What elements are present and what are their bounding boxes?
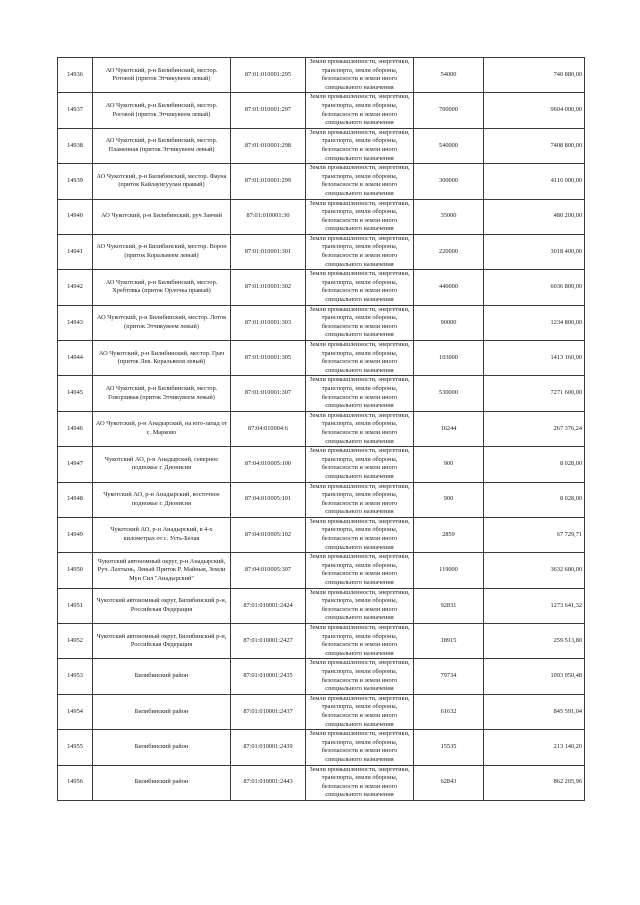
land-category: Земли промышленности, энергетики, транспорта, земли обороны, безопасности и земли иного специального назначения xyxy=(306,517,414,552)
location-address: АО Чукотский, р-н Билибинский, местор. Пламенная (приток Этчикувеем левый) xyxy=(93,128,231,163)
table-row xyxy=(58,376,585,411)
table-row xyxy=(58,694,585,729)
location-address: АО Чукотский, р-н Билибинский, местор. Ротовой (приток Этчикувеем левый) xyxy=(93,58,231,93)
location-address: АО Чукотский, р-н Билибинский, местор. Фауна (приток Кайлаунгуулан правый) xyxy=(93,164,231,199)
row-number: 14947 xyxy=(58,447,93,482)
cadastral-value: 3632 680,00 xyxy=(484,553,585,588)
cadastral-value: 9604 000,00 xyxy=(484,93,585,128)
location-address: Чукотский автономный округ, Билибинский р-н, Российская Федерация xyxy=(93,588,231,623)
table-row xyxy=(58,234,585,269)
location-address: АО Чукотский, р-н Билибинский, местор. Ворон (приток Коральвеем левый) xyxy=(93,234,231,269)
row-number: 14936 xyxy=(58,58,93,93)
location-address: АО Чукотский, р-н Билибинский, местор. Хребтовка (приток Орлочка правый) xyxy=(93,270,231,305)
table-row xyxy=(58,730,585,765)
cadastral-number: 87:01:010001:2443 xyxy=(231,765,306,800)
cadastral-value: 862 205,96 xyxy=(484,765,585,800)
table-row xyxy=(58,305,585,340)
row-number: 14951 xyxy=(58,588,93,623)
land-category: Земли промышленности, энергетики, транспорта, земли обороны, безопасности и земли иного специального назначения xyxy=(306,234,414,269)
area-value: 900 xyxy=(414,447,484,482)
cadastral-number: 87:04:010005:101 xyxy=(231,482,306,517)
row-number: 14954 xyxy=(58,694,93,729)
cadastral-number: 87:01:010001:2427 xyxy=(231,624,306,659)
land-category: Земли промышленности, энергетики, транспорта, земли обороны, безопасности и земли иного специального назначения xyxy=(306,164,414,199)
table-row xyxy=(58,128,585,163)
row-number: 14950 xyxy=(58,553,93,588)
location-address: АО Чукотский, р-н Билибинский, местор. Грач (приток Лев. Коральвеем левый) xyxy=(93,341,231,376)
land-category: Земли промышленности, энергетики, транспорта, земли обороны, безопасности и земли иного специального назначения xyxy=(306,199,414,234)
cadastral-number: 87:01:010001:2424 xyxy=(231,588,306,623)
cadastral-value: 7408 800,00 xyxy=(484,128,585,163)
cadastral-number: 87:01:010001:2437 xyxy=(231,694,306,729)
location-address: Чукотский автономный округ, Билибинский р-н, Российская Федерация xyxy=(93,624,231,659)
land-category: Земли промышленности, энергетики, транспорта, земли обороны, безопасности и земли иного специального назначения xyxy=(306,447,414,482)
cadastral-number: 87:01:010001:299 xyxy=(231,164,306,199)
row-number: 14948 xyxy=(58,482,93,517)
table-body xyxy=(58,58,585,801)
location-address: Билибинский район xyxy=(93,694,231,729)
land-category: Земли промышленности, энергетики, транспорта, земли обороны, безопасности и земли иного специального назначения xyxy=(306,624,414,659)
land-category: Земли промышленности, энергетики, транспорта, земли обороны, безопасности и земли иного специального назначения xyxy=(306,730,414,765)
cadastral-number: 87:01:010001:301 xyxy=(231,234,306,269)
area-value: 540000 xyxy=(414,128,484,163)
cadastral-value: 67 729,71 xyxy=(484,517,585,552)
table-row xyxy=(58,482,585,517)
table-row xyxy=(58,164,585,199)
cadastral-value: 6036 800,00 xyxy=(484,270,585,305)
location-address: Билибинский район xyxy=(93,730,231,765)
area-value: 35000 xyxy=(414,199,484,234)
land-category: Земли промышленности, энергетики, транспорта, земли обороны, безопасности и земли иного специального назначения xyxy=(306,482,414,517)
row-number: 14938 xyxy=(58,128,93,163)
land-category: Земли промышленности, энергетики, транспорта, земли обороны, безопасности и земли иного специального назначения xyxy=(306,588,414,623)
cadastral-value: 480 200,00 xyxy=(484,199,585,234)
area-value: 2859 xyxy=(414,517,484,552)
location-address: Чукотский автономный округ, р-н Анадырский, Руч. Лахтынь, Левый Приток Р. Майныя, Земли Мун Сил "Анадырский" xyxy=(93,553,231,588)
area-value: 62843 xyxy=(414,765,484,800)
cadastral-number: 87:01:010001:298 xyxy=(231,128,306,163)
area-value: 90000 xyxy=(414,305,484,340)
area-value: 220000 xyxy=(414,234,484,269)
area-value: 79734 xyxy=(414,659,484,694)
row-number: 14937 xyxy=(58,93,93,128)
cadastral-value: 267 376,24 xyxy=(484,411,585,446)
land-register-table xyxy=(57,57,585,801)
cadastral-number: 87:04:010005:307 xyxy=(231,553,306,588)
table-row xyxy=(58,624,585,659)
table-row xyxy=(58,553,585,588)
cadastral-number: 87:04:010005:102 xyxy=(231,517,306,552)
land-category: Земли промышленности, энергетики, транспорта, земли обороны, безопасности и земли иного специального назначения xyxy=(306,93,414,128)
cadastral-number: 87:01:010001:305 xyxy=(231,341,306,376)
area-value: 18915 xyxy=(414,624,484,659)
land-category: Земли промышленности, энергетики, транспорта, земли обороны, безопасности и земли иного специального назначения xyxy=(306,411,414,446)
table-row xyxy=(58,411,585,446)
cadastral-number: 87:01:010001:2435 xyxy=(231,659,306,694)
land-category: Земли промышленности, энергетики, транспорта, земли обороны, безопасности и земли иного специального назначения xyxy=(306,341,414,376)
cadastral-number: 87:01:010001:297 xyxy=(231,93,306,128)
area-value: 15535 xyxy=(414,730,484,765)
row-number: 14955 xyxy=(58,730,93,765)
table-row xyxy=(58,447,585,482)
land-category: Земли промышленности, энергетики, транспорта, земли обороны, безопасности и земли иного специального назначения xyxy=(306,694,414,729)
area-value: 54000 xyxy=(414,58,484,93)
land-category: Земли промышленности, энергетики, транспорта, земли обороны, безопасности и земли иного специального назначения xyxy=(306,58,414,93)
cadastral-value: 8 028,00 xyxy=(484,447,585,482)
cadastral-number: 87:01:010001:303 xyxy=(231,305,306,340)
cadastral-value: 1093 950,48 xyxy=(484,659,585,694)
land-category: Земли промышленности, энергетики, транспорта, земли обороны, безопасности и земли иного специального назначения xyxy=(306,305,414,340)
area-value: 700000 xyxy=(414,93,484,128)
cadastral-value: 3018 400,00 xyxy=(484,234,585,269)
location-address: АО Чукотский, р-н Билибинский, местор. Роговой (приток Этчикувеем левый) xyxy=(93,93,231,128)
cadastral-value: 1413 160,00 xyxy=(484,341,585,376)
row-number: 14943 xyxy=(58,305,93,340)
row-number: 14949 xyxy=(58,517,93,552)
table-row xyxy=(58,341,585,376)
cadastral-value: 1273 641,32 xyxy=(484,588,585,623)
table-row xyxy=(58,270,585,305)
location-address: Чукотский АО, р-н Анадырский, в 4-х километрах от с. Усть-Белая xyxy=(93,517,231,552)
area-value: 119000 xyxy=(414,553,484,588)
cadastral-number: 87:01:010001:2439 xyxy=(231,730,306,765)
cadastral-number: 87:01:010001:295 xyxy=(231,58,306,93)
cadastral-number: 87:04:010004:6 xyxy=(231,411,306,446)
cadastral-value: 259 513,80 xyxy=(484,624,585,659)
row-number: 14945 xyxy=(58,376,93,411)
location-address: АО Чукотский, р-н Билибинский, руч Заячий xyxy=(93,199,231,234)
row-number: 14942 xyxy=(58,270,93,305)
land-category: Земли промышленности, энергетики, транспорта, земли обороны, безопасности и земли иного специального назначения xyxy=(306,128,414,163)
area-value: 103000 xyxy=(414,341,484,376)
row-number: 14940 xyxy=(58,199,93,234)
table-row xyxy=(58,199,585,234)
area-value: 440000 xyxy=(414,270,484,305)
location-address: АО Чукотский, р-н Анадырский, на юго-запад от с. Марково xyxy=(93,411,231,446)
row-number: 14944 xyxy=(58,341,93,376)
table-row xyxy=(58,588,585,623)
land-category: Земли промышленности, энергетики, транспорта, земли обороны, безопасности и земли иного специального назначения xyxy=(306,765,414,800)
cadastral-value: 740 880,00 xyxy=(484,58,585,93)
row-number: 14953 xyxy=(58,659,93,694)
cadastral-value: 8 028,00 xyxy=(484,482,585,517)
area-value: 530000 xyxy=(414,376,484,411)
land-category: Земли промышленности, энергетики, транспорта, земли обороны, безопасности и земли иного специального назначения xyxy=(306,553,414,588)
location-address: Чукотский АО, р-н Анадырский, северное подножье г. Дионисия xyxy=(93,447,231,482)
table-row xyxy=(58,517,585,552)
land-category: Земли промышленности, энергетики, транспорта, земли обороны, безопасности и земли иного специального назначения xyxy=(306,376,414,411)
location-address: АО Чукотский, р-н Билибинский, местор. Лотов (приток Этчикувеем левый) xyxy=(93,305,231,340)
cadastral-number: 87:01:010001:307 xyxy=(231,376,306,411)
land-category: Земли промышленности, энергетики, транспорта, земли обороны, безопасности и земли иного специального назначения xyxy=(306,270,414,305)
row-number: 14946 xyxy=(58,411,93,446)
cadastral-value: 7271 600,00 xyxy=(484,376,585,411)
location-address: Билибинский район xyxy=(93,659,231,694)
cadastral-value: 4116 000,00 xyxy=(484,164,585,199)
location-address: Билибинский район xyxy=(93,765,231,800)
row-number: 14941 xyxy=(58,234,93,269)
land-category: Земли промышленности, энергетики, транспорта, земли обороны, безопасности и земли иного специального назначения xyxy=(306,659,414,694)
cadastral-value: 845 591,04 xyxy=(484,694,585,729)
area-value: 16244 xyxy=(414,411,484,446)
row-number: 14939 xyxy=(58,164,93,199)
area-value: 92831 xyxy=(414,588,484,623)
area-value: 900 xyxy=(414,482,484,517)
cadastral-number: 87:01:010001:30 xyxy=(231,199,306,234)
table-row xyxy=(58,93,585,128)
table-row xyxy=(58,765,585,800)
area-value: 61632 xyxy=(414,694,484,729)
area-value: 300000 xyxy=(414,164,484,199)
row-number: 14956 xyxy=(58,765,93,800)
cadastral-value: 213 140,20 xyxy=(484,730,585,765)
table-row xyxy=(58,58,585,93)
cadastral-number: 87:01:010001:302 xyxy=(231,270,306,305)
location-address: Чукотский АО, р-н Анадырский, восточное подножье г. Дионисия xyxy=(93,482,231,517)
cadastral-value: 1234 800,00 xyxy=(484,305,585,340)
location-address: АО Чукотский, р-н Билибинский, местор. Говорливая (приток Этчикувеем левый) xyxy=(93,376,231,411)
table-row xyxy=(58,659,585,694)
row-number: 14952 xyxy=(58,624,93,659)
cadastral-number: 87:04:010005:100 xyxy=(231,447,306,482)
